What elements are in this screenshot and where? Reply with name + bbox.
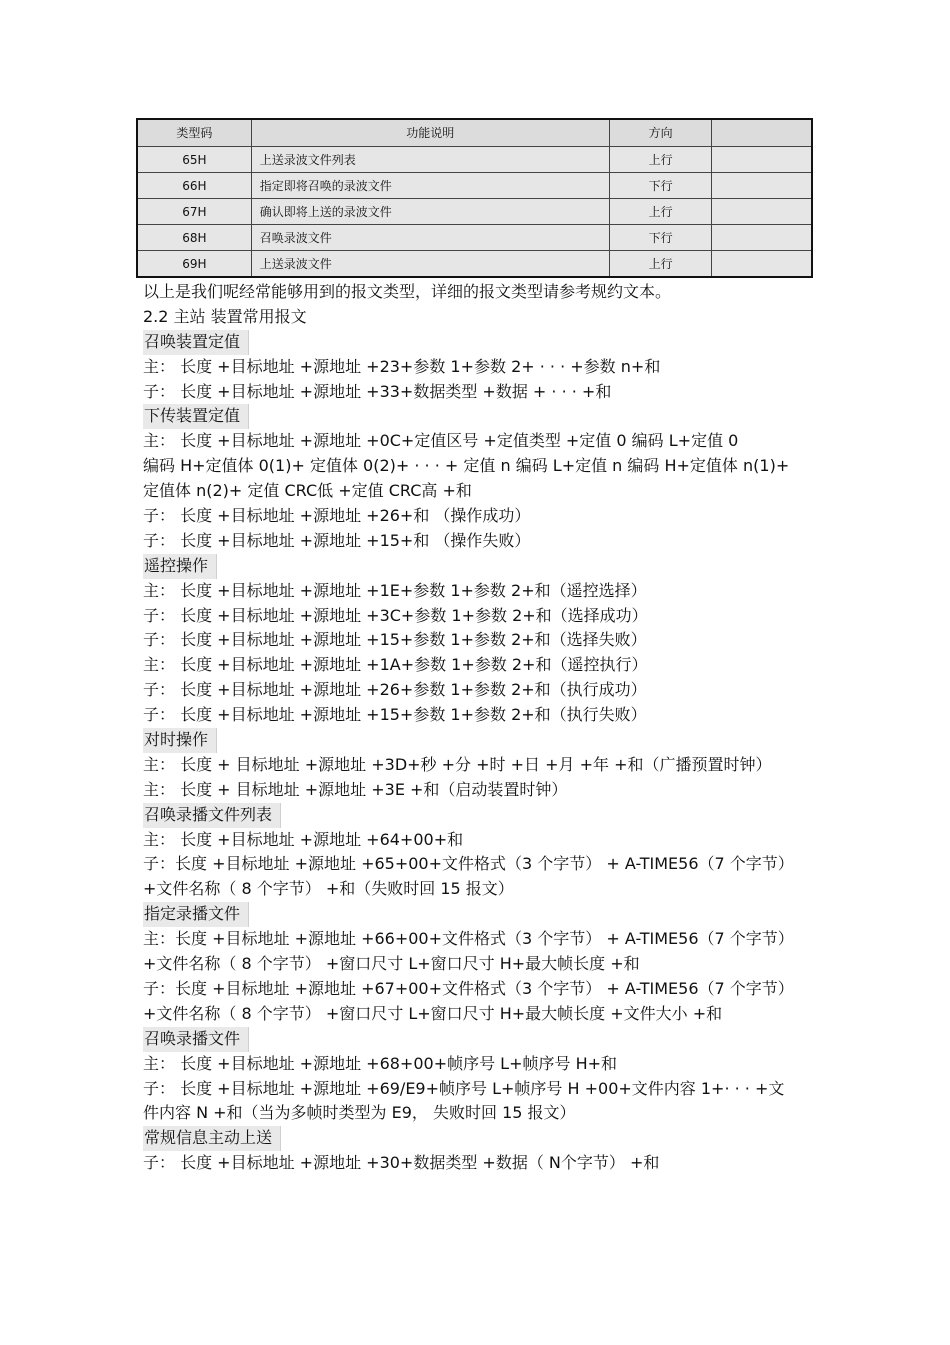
- body-line: +文件名称（ 8 个字节） +窗口尺寸 L+窗口尺寸 H+最大帧长度 +文件大小 +和: [143, 1003, 723, 1023]
- body-line: 主： 长度 +目标地址 +源地址 +1E+参数 1+参数 2+和（遥控选择）: [143, 580, 647, 600]
- cell-dir: 上行: [609, 251, 712, 278]
- body-line: 主： 长度 +目标地址 +源地址 +64+00+和: [143, 829, 464, 849]
- document-body: [143, 280, 813, 1176]
- body-line: 主： 长度 + 目标地址 +源地址 +3E +和（启动装置时钟）: [143, 779, 568, 799]
- body-line: 子： 长度 +目标地址 +源地址 +26+和 （操作成功）: [143, 506, 531, 526]
- body-line: 主：长度 +目标地址 +源地址 +66+00+文件格式（3 个字节） + A-TIME56（7 个字节）: [143, 929, 794, 949]
- body-line: 子： 长度 +目标地址 +源地址 +15+参数 1+参数 2+和（选择失败）: [143, 630, 647, 650]
- body-line: 编码 H+定值体 0(1)+ 定值体 0(2)+ · · · + 定值 n 编码 L+定值 n 编码 H+定值体 n(1)+: [143, 456, 790, 476]
- body-line: 子： 长度 +目标地址 +源地址 +26+参数 1+参数 2+和（执行成功）: [143, 680, 647, 700]
- body-line: 主： 长度 +目标地址 +源地址 +0C+定值区号 +定值类型 +定值 0 编码 L+定值 0: [143, 431, 739, 451]
- section-heading: 召唤装置定值: [143, 330, 249, 355]
- header-function: 功能说明: [251, 119, 609, 147]
- cell-desc: 召唤录波文件: [251, 225, 609, 251]
- body-line: 子： 长度 +目标地址 +源地址 +30+数据类型 +数据（ N个字节） +和: [143, 1153, 660, 1173]
- body-line: 子： 长度 +目标地址 +源地址 +15+参数 1+参数 2+和（执行失败）: [143, 705, 647, 725]
- cell-dir: 上行: [609, 199, 712, 225]
- body-line: 子：长度 +目标地址 +源地址 +65+00+文件格式（3 个字节） + A-TIME56（7 个字节）: [143, 854, 794, 874]
- body-line: 定值体 n(2)+ 定值 CRC低 +定值 CRC高 +和: [143, 481, 472, 501]
- body-line: 子： 长度 +目标地址 +源地址 +33+数据类型 +数据 + · · · +和: [143, 381, 612, 401]
- header-blank: [712, 119, 812, 147]
- cell-blank: [712, 199, 812, 225]
- header-direction: 方向: [609, 119, 712, 147]
- cell-dir: 下行: [609, 225, 712, 251]
- body-line: 件内容 N +和（当为多帧时类型为 E9， 失败时回 15 报文）: [143, 1103, 576, 1123]
- body-line: 子： 长度 +目标地址 +源地址 +69/E9+帧序号 L+帧序号 H +00+文件内容 1+· · · +文: [143, 1078, 785, 1098]
- body-line: 以上是我们呢经常能够用到的报文类型，详细的报文类型请参考规约文本。: [143, 282, 672, 301]
- cell-blank: [712, 225, 812, 251]
- body-line: +文件名称（ 8 个字节） +和（失败时回 15 报文）: [143, 879, 514, 899]
- cell-code: 65H: [137, 147, 251, 173]
- table-row: [137, 225, 812, 251]
- section-heading: 指定录播文件: [143, 902, 249, 927]
- cell-desc: 指定即将召唤的录波文件: [251, 173, 609, 199]
- cell-desc: 上送录波文件: [251, 251, 609, 278]
- cell-blank: [712, 173, 812, 199]
- section-heading-line: [143, 404, 813, 429]
- body-line: 2.2 主站 装置常用报文: [143, 306, 307, 326]
- body-line: 子： 长度 +目标地址 +源地址 +15+和 （操作失败）: [143, 530, 531, 550]
- cell-desc: 确认即将上送的录波文件: [251, 199, 609, 225]
- section-heading: 召唤录播文件列表: [143, 803, 281, 828]
- body-line: 子：长度 +目标地址 +源地址 +67+00+文件格式（3 个字节） + A-TIME56（7 个字节）: [143, 978, 794, 998]
- section-heading-line: [143, 554, 813, 579]
- section-heading: 常规信息主动上送: [143, 1126, 281, 1151]
- section-heading: 召唤录播文件: [143, 1027, 249, 1052]
- table-row: [137, 251, 812, 278]
- body-line: 子： 长度 +目标地址 +源地址 +3C+参数 1+参数 2+和（选择成功）: [143, 605, 648, 625]
- message-type-table: [136, 118, 813, 278]
- body-line: 主： 长度 +目标地址 +源地址 +68+00+帧序号 L+帧序号 H+和: [143, 1053, 618, 1073]
- cell-code: 66H: [137, 173, 251, 199]
- cell-code: 67H: [137, 199, 251, 225]
- body-line: +文件名称（ 8 个字节） +窗口尺寸 L+窗口尺寸 H+最大帧长度 +和: [143, 954, 640, 974]
- section-heading: 遥控操作: [143, 554, 217, 579]
- section-heading-line: [143, 902, 813, 927]
- body-line: 主： 长度 + 目标地址 +源地址 +3D+秒 +分 +时 +日 +月 +年 +和（广播预置时钟）: [143, 754, 772, 774]
- cell-dir: 上行: [609, 147, 712, 173]
- section-heading-line: [143, 803, 813, 828]
- section-heading: 对时操作: [143, 728, 217, 753]
- table-row: [137, 199, 812, 225]
- body-line: 主： 长度 +目标地址 +源地址 +1A+参数 1+参数 2+和（遥控执行）: [143, 655, 648, 675]
- cell-blank: [712, 251, 812, 278]
- cell-code: 69H: [137, 251, 251, 278]
- section-heading-line: [143, 330, 813, 355]
- table-row: [137, 147, 812, 173]
- cell-code: 68H: [137, 225, 251, 251]
- header-type-code: 类型码: [137, 119, 251, 147]
- section-heading-line: [143, 1126, 813, 1151]
- cell-desc: 上送录波文件列表: [251, 147, 609, 173]
- body-line: 主： 长度 +目标地址 +源地址 +23+参数 1+参数 2+ · · · +参数 n+和: [143, 356, 661, 376]
- table-header-row: [137, 119, 812, 147]
- table-row: [137, 173, 812, 199]
- cell-dir: 下行: [609, 173, 712, 199]
- section-heading-line: [143, 1027, 813, 1052]
- cell-blank: [712, 147, 812, 173]
- section-heading-line: [143, 728, 813, 753]
- section-heading: 下传装置定值: [143, 404, 249, 429]
